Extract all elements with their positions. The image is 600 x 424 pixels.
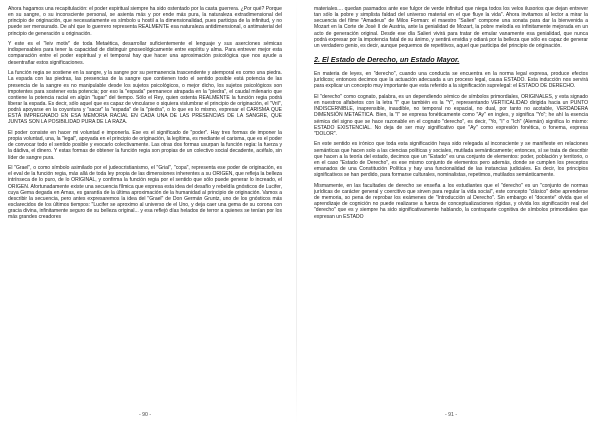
- paragraph: materiales.... quedan pasmados ante ese fulgor de verde infinitud que niega todos los velos ilusorios que dejan entrever tan sólo la pobre y simplista faldad del universo material en el que fluye la vida". Ahora invitamos al lector a mirar la secuencia del filme "Amadeus" de Milos Forman: el maestro "Salieri" compone una sonata para dar la bienvenida a Mozart en la Corte de José II de Austria, ante la genialidad de Mozart, la pobre melodía es infinitamente mejorada en un acto de generación original. Desde ese día Salieri vivirá para tratar de emular vanamente esa genialidad, que nunca podrá expresar por la impotencia fatal de su ánimo, y sentirá envidia y odiará por la belleza que sólo es capaz de generar un verdadero genio, es decir, aunque pequemos de repetitivos, aquel que participa del principio de originación.: [314, 6, 588, 49]
- paragraph: Y este es el "leiv motiv" de toda Metaética, desarrollar suficientemente el lenguaje y sus asercíones sémicas indispensables para tener la capacidad de distinguir gnoseológicamente entre espíritu y alma. Para entrever mejor esta comparación entre el poder espiritual y el temporal hay que hacer una aproximación psicológica que nos ayude a desentrañar estos significaciones.: [8, 41, 282, 66]
- paragraph: Ahora hagamos una recapitulación: el poder espiritual siempre ha sido ostentado por la casta guerrera. ¿Por qué? Porque en su sangre, o su inconsciente personal, se asienta más y por ende más pura, la naturaleza extradimensional del principio de originación, que necesariamente es símbolo u hostil a la dimensionalidad, pues participa de la infinitud, y no puede ser mensurado. De ahí que lo guerrero representa REALMENTE esa naturaleza antidimensional, o antimaterial del principio de generación u originación.: [8, 6, 282, 37]
- paragraph: El "derecho" como cognato, palabra, es un dependiendo sémico de símbolos primordiales, ORIGINALES, y esta signado en nuestros alfabetos con la letra "l" que también es la "Y", representando VERTICALIDAD dirigida hacia un PUNTO INDISCERNIBLE, inaprensible, inaudible, no temporal no espacial, no dual, por tanto no acotable, VERDADERA DIMENSIÓN METAÉTICA. Bien, la "l" se expresa fonéticamente como "Ay" en ingles, y significa "Yo"; he ahí la esencia sémica del signo que se hace razonable en el cognato "derecho", es decir, "Yo, "I" o "Ich" (Alemán) significa lo mismo: ESTADO EXISTENCIAL. No deja de ser muy significativo que "Ay" como expresión fonética, o fonema, expresa "DOLOR".: [314, 93, 588, 137]
- paragraph: Mismamente, en las facultades de derecho se enseña a los estudiantes que el "derecho" es un "conjunto de normas jurídicas de carácter general y coercitivo que sirven para regular la vida social", este concepto "clásico" debe aprenderse de memoria, so pena de reprobar los exámenes de "Introducción al Derecho". Sin embargo el "docente" olvida que el aprendizaje de cognición no puede realizarse a fuerza de conceptualizaciones rígidas, y olvida los significación real del "derecho" que es y siempre ha sido significativamente hablando, la contraparte cognitiva de símbolos primordiales que expresan un ESTADO: [314, 182, 588, 220]
- paragraph: El "Grael", o como símbolo asimilado por el judeocristianismo, el "Grial", "copa", representa ese poder de originación, es el eval de la función regia, más allá de toda ley propia de las dimensiones inherentes a su ORIGEN, que refleja la belleza intrínseca de lo puro, de lo ORIGINAL, y confirma la función regia por el sentido que sólo puede generar lo increado, el ORIGEN. Afortunadamente existe una secuencia fílmica que expresa esta idea del desafío y rebeldía gnósticos de Lucifer, cuya Gema degada en Arnas, es garantía de la última aproximación de la humanidad al principio de originación. Vamos a describir la secuencia, pero antes expresaremos la idea del "Grael" de Don Germán Gruntz, uno de los gnósticos más esclarecidos de los últimos tiempos: "Lucifer se aproximo al universo de el Uno, y deja caer una gema de su corona con gracia divina, infinitamente seguro de su belleza original... y esa reflejó días helados de terror a quienes se tenían por los más grandes creadores: [8, 165, 282, 221]
- book-gutter: [296, 0, 297, 424]
- paragraph: El poder consiste en hacer mi voluntad e imponerla. Ese es el significado de "poder". Hay tres formas de imponer la propia voluntad, una, la "legal", apoyada en el principio de originación, la legítima, es mediante el carisma, que es el poder de convocar todo el sentido posible y evocarlo colectivamente. Las otras dos formas usurpan la función regia: la fuerza y la dádiva, el dinero. Y estas formas de obtener la función regia son propias de un colectivo social decadente, acéfalo, sin líder de sangre pura.: [8, 129, 282, 161]
- paragraph: La función regia se sostiene en la sangre, y la sangre por su permanencia trascendente y atemporal es como una piedra. La espada con las piedras, las presencias de la sangre que contienen todo el sentido posible está potencia de las presencia de la sangre es no manipulable desde los sujetos psicológicos, o mejor dicho, los sujetos psicológicos son impotentes para sostener esta potencia; por eso la "espada" permanece atrapada en la "piedra", el caudal milenario que contiene la potencia racial en algún "lugar" del tiempo. Sólo el Rey, quien ostenta REALMENTE la función regia podrá liberar la espada. Es decir, sólo aquel que es capaz de vincularse o siquiera vislumbrar el principio de originación, el "Vril", podrá apoyarse en la coyuntura y "sacar" la "espada" de la "piedra", o lo que es lo mismo, expresar el CARISMA QUE ESTÁ IMPREGNADO EN ESA MEMORIA RACIAL EN CADA UNA DE LAS PRESENCIAS DE LA SANGRE, QUE JUNTAS SON LA POSIBILIDAD PURA DE LA RAZA.: [8, 70, 282, 126]
- paragraph: En materia de leyes, en "derecho", cuando una conducta se encuentra en la norma legal expresa, produce efectos jurídicos; entonces decimos que la actuación adecuada a un proceso legal, causa ESTADO. Esta inducción nos servirá para explicar un concepto muy importante que esta referido a la significación suprelegal: el ESTADO DE DERECHO.: [314, 71, 588, 90]
- section-heading: 2. El Estado de Derecho, un Estado Mayor.: [314, 55, 460, 65]
- page-number: - 90 -: [138, 412, 152, 418]
- right-page-text: [314, 6, 588, 404]
- paragraph: En este sentido es irónico que toda esta significación haya sido relegada al inconsciente y se manifieste en relaciones semánticas que hacen solo a las ciencias políticas y sociales, mutilada semánticamente; entonces, sí se trata de describir que hacen a la teoría del estado, decimos que un "Estado" es una conjunto de elementos: poder, población y territorio, o en el caso "Estado de Derecho", es ese mismo conjunto de elementos pero además, donde se cumplen los preceptos emanados de una Constitución Política y hay una funcionalidad de las instancias judiciales. Es decir, los principios significativos se han perdido, para formarse culturales, nominalistas, repetimos, mutilados semánticamente.: [314, 141, 588, 179]
- left-page: [8, 6, 282, 418]
- left-page-text: [8, 6, 282, 404]
- right-page: [314, 6, 588, 418]
- page-number: - 91 -: [444, 412, 458, 418]
